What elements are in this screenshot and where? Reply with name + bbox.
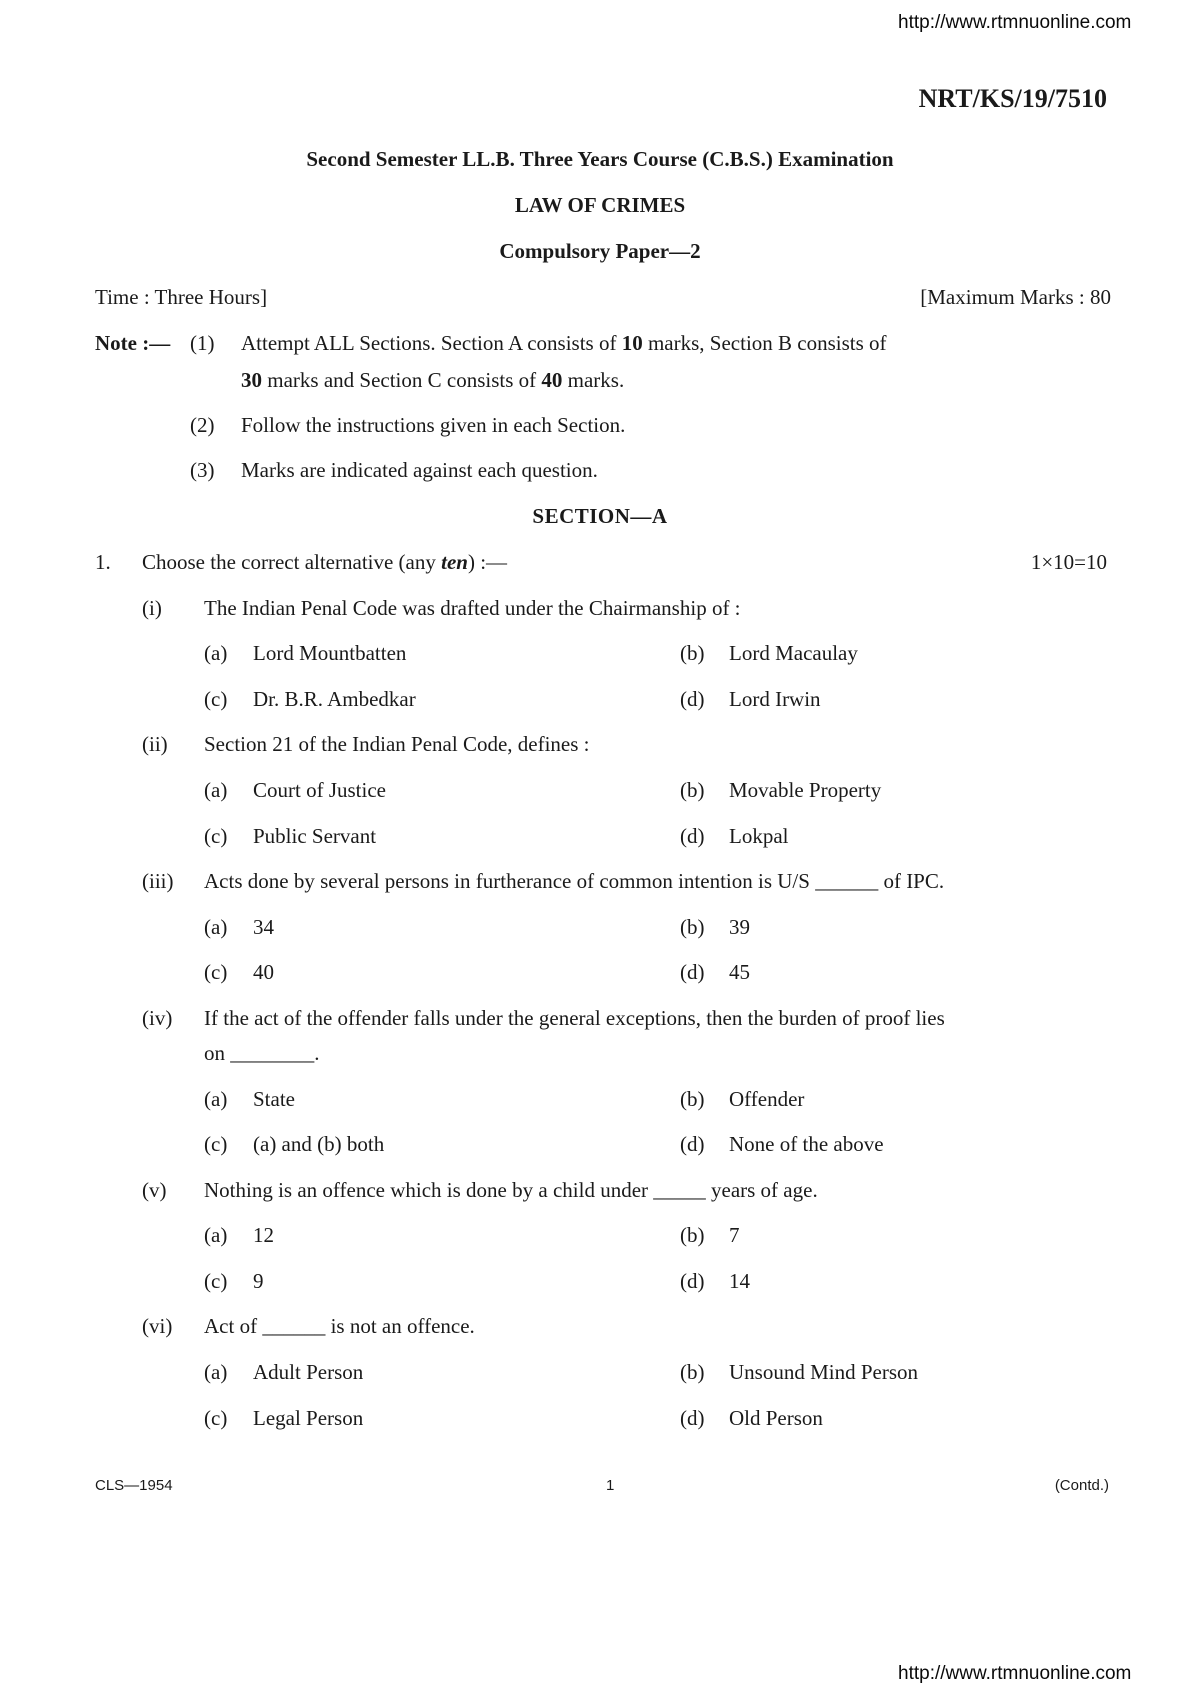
option-text: Lord Irwin — [729, 687, 821, 711]
option-text: Lord Macaulay — [729, 641, 858, 665]
option-text: 9 — [253, 1269, 264, 1293]
option-label: (b) — [680, 915, 705, 939]
option-label: (d) — [680, 960, 705, 984]
option-label: (a) — [204, 641, 228, 665]
option-text: 7 — [729, 1223, 740, 1247]
option-label: (a) — [204, 915, 228, 939]
option-text: Court of Justice — [253, 778, 386, 802]
option-text: 40 — [253, 960, 274, 984]
bottom-url-link[interactable]: http://www.rtmnuonline.com — [898, 1663, 1132, 1684]
option-label: (a) — [204, 778, 228, 802]
note-text: 30 marks and Section C consists of 40 marks. — [241, 368, 625, 392]
note-text: Follow the instructions given in each Section. — [241, 413, 626, 437]
subquestion-text: Acts done by several persons in furtherance of common intention is U/S ______ of IPC. — [204, 869, 945, 893]
option-label: (b) — [680, 778, 705, 802]
section-a-title: SECTION—A — [532, 504, 668, 528]
page-number: 1 — [606, 1477, 615, 1494]
footer-code: CLS—1954 — [95, 1477, 173, 1494]
subquestion-number: (ii) — [142, 732, 168, 756]
question-marks: 1×10=10 — [1030, 550, 1107, 574]
option-label: (c) — [204, 1269, 228, 1293]
option-text: None of the above — [729, 1132, 884, 1156]
paper-code: NRT/KS/19/7510 — [918, 84, 1107, 113]
subquestion-text-continued: on ________. — [204, 1041, 320, 1065]
option-text: Offender — [729, 1087, 805, 1111]
note-text: Attempt ALL Sections. Section A consists of 10 marks, Section B consists of — [241, 331, 887, 355]
option-label: (a) — [204, 1087, 228, 1111]
option-text: Legal Person — [253, 1406, 364, 1430]
subquestion-number: (iii) — [142, 869, 174, 893]
option-text: 45 — [729, 960, 750, 984]
subquestion-number: (vi) — [142, 1314, 173, 1338]
option-text: 39 — [729, 915, 750, 939]
option-label: (d) — [680, 687, 705, 711]
option-text: 14 — [729, 1269, 750, 1293]
subquestion-number: (v) — [142, 1178, 167, 1202]
option-label: (d) — [680, 1406, 705, 1430]
subquestion-text: If the act of the offender falls under the general exceptions, then the burden of proof lies — [204, 1006, 945, 1030]
option-text: Unsound Mind Person — [729, 1360, 919, 1384]
subquestion-number: (i) — [142, 596, 162, 620]
subquestion-number: (iv) — [142, 1006, 173, 1030]
option-label: (b) — [680, 641, 705, 665]
option-label: (c) — [204, 1406, 228, 1430]
option-label: (d) — [680, 1132, 705, 1156]
option-text: Movable Property — [729, 778, 882, 802]
option-label: (b) — [680, 1360, 705, 1384]
option-label: (c) — [204, 687, 228, 711]
note-number: (3) — [190, 458, 215, 482]
option-label: (c) — [204, 824, 228, 848]
top-url-link[interactable]: http://www.rtmnuonline.com — [898, 12, 1132, 33]
option-text: (a) and (b) both — [253, 1132, 385, 1156]
subject-title: LAW OF CRIMES — [514, 193, 686, 217]
option-text: 34 — [253, 915, 274, 939]
option-text: Lord Mountbatten — [253, 641, 407, 665]
time-label: Time : Three Hours] — [95, 285, 268, 309]
option-text: Lokpal — [729, 824, 789, 848]
option-text: State — [253, 1087, 295, 1111]
note-label: Note :— — [95, 331, 171, 355]
paper-title: Compulsory Paper—2 — [499, 239, 701, 263]
option-text: Dr. B.R. Ambedkar — [253, 687, 416, 711]
option-label: (c) — [204, 1132, 228, 1156]
option-label: (a) — [204, 1223, 228, 1247]
subquestion-text: Nothing is an offence which is done by a child under _____ years of age. — [204, 1178, 818, 1202]
option-label: (d) — [680, 1269, 705, 1293]
note-number: (1) — [190, 331, 215, 355]
option-label: (d) — [680, 824, 705, 848]
subquestion-text: Act of ______ is not an offence. — [204, 1314, 475, 1338]
option-text: Public Servant — [253, 824, 377, 848]
note-text: Marks are indicated against each question. — [241, 458, 598, 482]
option-label: (c) — [204, 960, 228, 984]
option-label: (a) — [204, 1360, 228, 1384]
option-text: 12 — [253, 1223, 274, 1247]
option-label: (b) — [680, 1223, 705, 1247]
max-marks-label: [Maximum Marks : 80 — [920, 285, 1111, 309]
option-label: (b) — [680, 1087, 705, 1111]
footer-contd: (Contd.) — [1054, 1477, 1109, 1494]
question-text: Choose the correct alternative (any ten) :— — [142, 550, 508, 574]
subquestion-text: Section 21 of the Indian Penal Code, defines : — [204, 732, 590, 756]
option-text: Adult Person — [253, 1360, 364, 1384]
note-number: (2) — [190, 413, 215, 437]
exam-title: Second Semester LL.B. Three Years Course (C.B.S.) Examination — [306, 147, 894, 171]
option-text: Old Person — [729, 1406, 823, 1430]
question-number: 1. — [95, 550, 111, 574]
subquestion-text: The Indian Penal Code was drafted under the Chairmanship of : — [204, 596, 741, 620]
